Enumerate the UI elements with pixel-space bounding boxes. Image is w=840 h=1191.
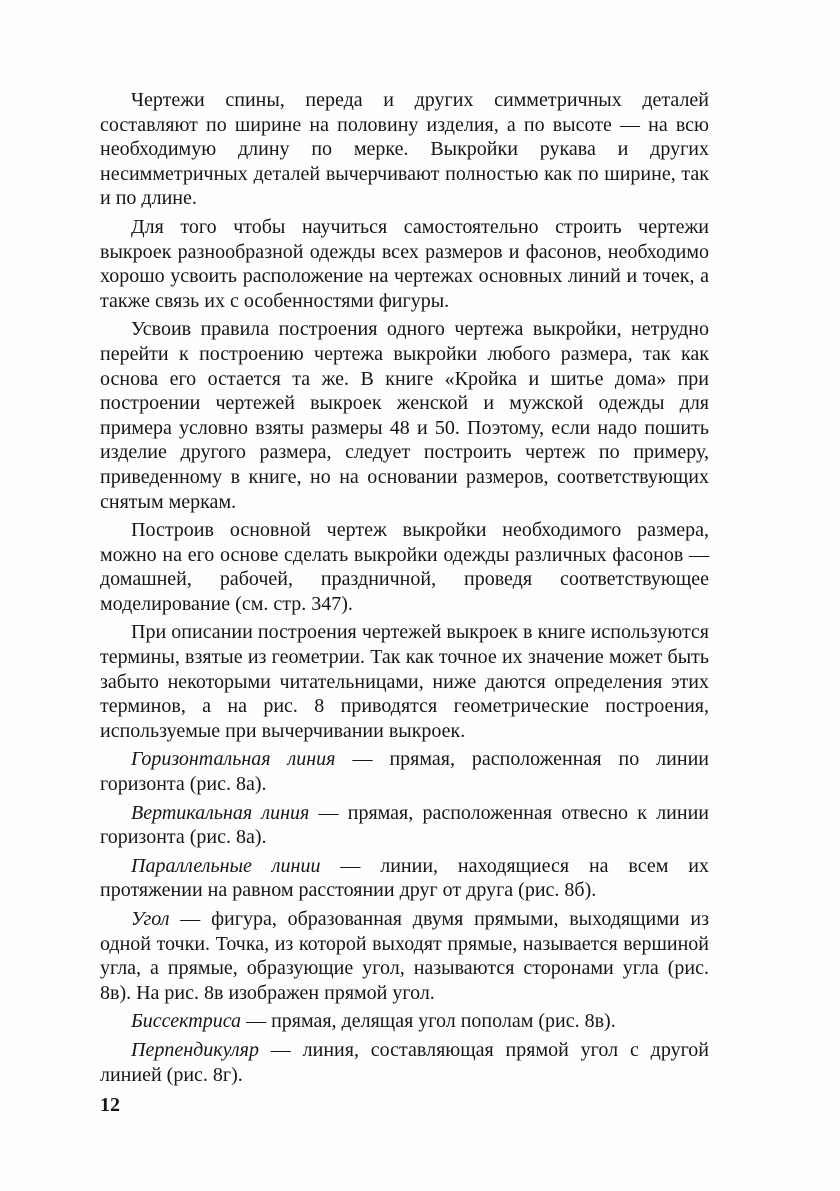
definition-perpendicular (100, 1038, 709, 1087)
paragraph-geometry-terms: При описании построения чертежей выкроек в книге используются термины, взятые из геометрии. Так как точное их значение может быть забыто некоторыми читательницами, ниже даются определения этих терминов, а на рис. 8 приводятся геометрические построения, используемые при вычерчивании выкроек. (100, 621, 709, 742)
definition-term: Перпендикуляр (131, 1038, 259, 1061)
page-number: 12 (100, 1094, 120, 1116)
page-body (100, 88, 709, 1091)
definition-text: — линии, находящиеся на всем их протяжении на равном расстоянии друг от друга (рис. 8б). (100, 854, 710, 902)
paragraph-learning: Для того чтобы научиться самостоятельно строить чертежи выкроек разнообразной одежды всех размеров и фасонов, необходимо хорошо усвоить расположение на чертежах основных линий и точек, а также связь их с особенностями фигуры. (100, 215, 709, 312)
definition-text: — прямая, расположенная отвесно к линии горизонта (рис. 8а). (100, 801, 709, 849)
paragraph-symmetric-details: Чертежи спины, переда и других симметричных деталей составляют по ширине на половину изделия, а по высоте — на всю необходимую длину по мерке. Выкройки рукава и других несимметричных деталей вычерчивают полностью как по ширине, так и по длине. (100, 89, 709, 210)
definition-text: — линия, составляющая прямой угол с другой линией (рис. 8г). (100, 1038, 709, 1086)
definition-parallel-lines (100, 854, 709, 903)
definition-bisector (100, 1009, 709, 1034)
definition-text: — фигура, образованная двумя прямыми, выходящими из одной точки. Точка, из которой выходят прямые, называется вершиной угла, а прямые, образующие угол, называются сторонами угла (рис. 8в). На рис. 8в изображен прямой угол. (100, 908, 709, 1004)
paragraph-modeling: Построив основной чертеж выкройки необходимого размера, можно на его основе сделать выкройки одежды различных фасонов — домашней, рабочей, праздничной, проведя соответствующее моделирование (см. стр. 347). (100, 519, 709, 615)
definition-term: Горизонтальная линия (131, 748, 336, 771)
definition-angle (100, 907, 709, 1005)
definition-text: — прямая, делящая угол пополам (рис. 8в). (241, 1010, 616, 1033)
definition-term: Угол (131, 908, 170, 930)
paragraph-sizes: Усвоив правила построения одного чертежа выкройки, нетрудно перейти к построению чертежа выкройки любого размера, так как основа его остается та же. В книге «Кройка и шитье дома» при построении чертежей выкроек женской и мужской одежды для примера условно взяты размеры 48 и 50. Поэтому, если надо пошить изделие другого размера, следует построить чертеж по примеру, приведенному в книге, но на основании размеров, соответствующих снятым меркам. (100, 318, 709, 513)
definition-term: Параллельные линии (131, 854, 321, 877)
definition-term: Биссектриса (131, 1010, 242, 1033)
definition-term: Вертикальная линия (131, 801, 310, 824)
definition-text: — прямая, расположенная по линии горизонта (рис. 8а). (100, 748, 709, 796)
definition-vertical-line (100, 801, 709, 850)
definition-horizontal-line (100, 747, 709, 796)
